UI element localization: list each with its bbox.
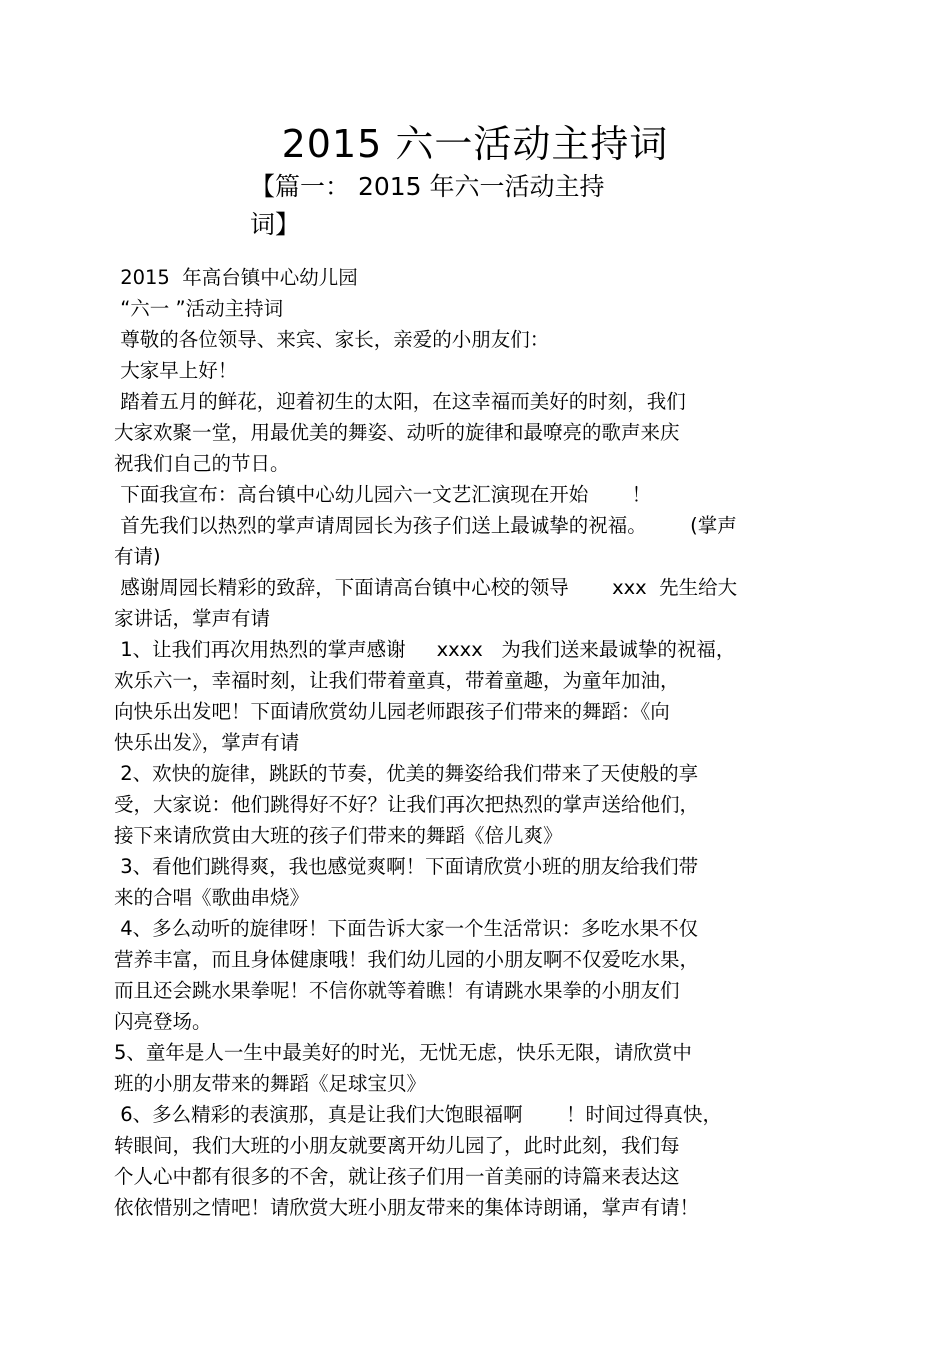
body-line: 1、让我们再次用热烈的掌声感谢 xxxx 为我们送来最诚挚的祝福，: [114, 638, 736, 661]
body-line: 依依惜别之情吧！请欣赏大班小朋友带来的集体诗朗诵，掌声有请！: [114, 1196, 700, 1219]
body-line: 踏着五月的鲜花，迎着初生的太阳，在这幸福而美好的时刻，我们: [114, 390, 686, 413]
subtitle-line-1: 【篇一： 2015 年六一活动主持: [250, 172, 605, 201]
body-line: 3、看他们跳得爽，我也感觉爽啊！下面请欣赏小班的朋友给我们带: [114, 855, 699, 878]
body-line: 4、多么动听的旋律呀！下面告诉大家一个生活常识：多吃水果不仅: [114, 917, 699, 940]
body-line: 欢乐六一，幸福时刻，让我们带着童真，带着童趣，为童年加油，: [114, 669, 680, 692]
body-line: 尊敬的各位领导、来宾、家长，亲爱的小朋友们：: [114, 328, 550, 351]
body-line: 转眼间，我们大班的小朋友就要离开幼儿园了，此时此刻，我们每: [114, 1134, 680, 1157]
subtitle-line-2: 词】: [250, 210, 301, 239]
body-line: 快乐出发》，掌声有请: [114, 731, 300, 754]
body-line: 受，大家说：他们跳得好不好？让我们再次把热烈的掌声送给他们，: [114, 793, 700, 816]
body-line: 2015 年高台镇中心幼儿园: [114, 266, 358, 289]
body-line: 向快乐出发吧！下面请欣赏幼儿园老师跟孩子们带来的舞蹈：《向: [114, 700, 670, 723]
document-subtitle: [250, 168, 670, 244]
body-line: 5、童年是人一生中最美好的时光，无忧无虑，快乐无限，请欣赏中: [114, 1041, 692, 1064]
document-body: [114, 262, 834, 1223]
body-line: “六一 ”活动主持词: [114, 297, 284, 320]
body-line: 家讲话，掌声有请: [114, 607, 271, 630]
body-line: 营养丰富，而且身体健康哦！我们幼儿园的小朋友啊不仅爱吃水果，: [114, 948, 700, 971]
body-line: 来的合唱《歌曲串烧》: [114, 886, 310, 909]
body-line: 6、多么精彩的表演那，真是让我们大饱眼福啊 ！时间过得真快，: [114, 1103, 722, 1126]
body-line: 闪亮登场。: [114, 1010, 212, 1033]
body-line: 首先我们以热烈的掌声请周园长为孩子们送上最诚挚的祝福。 (掌声: [114, 514, 737, 537]
body-line: 有请): [114, 545, 161, 568]
body-line: 个人心中都有很多的不舍，就让孩子们用一首美丽的诗篇来表达这: [114, 1165, 680, 1188]
body-line: 祝我们自己的节日。: [114, 452, 290, 475]
body-line: 大家欢聚一堂，用最优美的舞姿、动听的旋律和最嘹亮的歌声来庆: [114, 421, 680, 444]
body-line: 感谢周园长精彩的致辞，下面请高台镇中心校的领导 xxx 先生给大: [114, 576, 738, 599]
body-line: 接下来请欣赏由大班的孩子们带来的舞蹈《倍儿爽》: [114, 824, 563, 847]
body-line: 大家早上好！: [114, 359, 238, 382]
body-line: 而且还会跳水果拳呢！不信你就等着瞧！有请跳水果拳的小朋友们: [114, 979, 680, 1002]
body-line: 2、欢快的旋律，跳跃的节奏，优美的舞姿给我们带来了天使般的享: [114, 762, 699, 785]
body-line: 班的小朋友带来的舞蹈《足球宝贝》: [114, 1072, 427, 1095]
document-title: 2015 六一活动主持词: [281, 122, 669, 166]
body-line: 下面我宣布：高台镇中心幼儿园六一文艺汇演现在开始 ！: [114, 483, 652, 506]
